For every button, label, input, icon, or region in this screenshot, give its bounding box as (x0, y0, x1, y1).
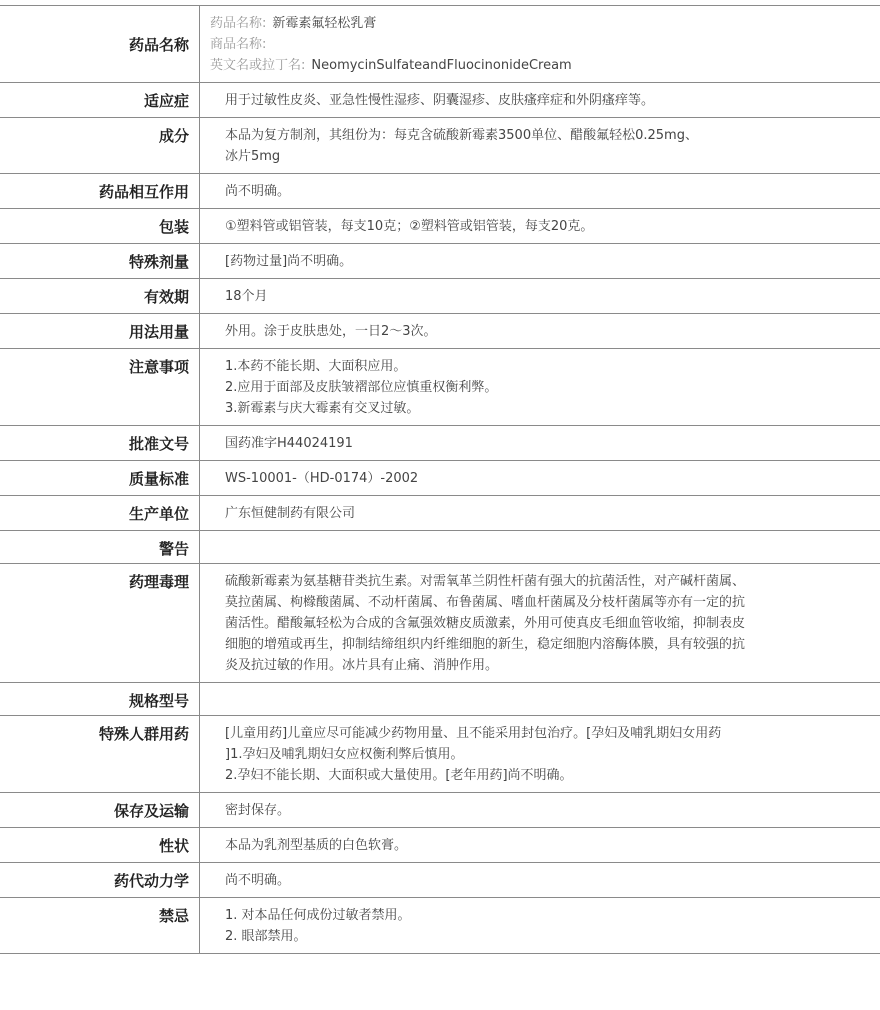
value-line: WS-10001-（HD-0174）-2002 (225, 471, 419, 486)
value-line: 莫拉菌属、枸橼酸菌属、不动杆菌属、布鲁菌属、嗜血杆菌属及分枝杆菌属等亦有一定的抗 (225, 595, 746, 610)
value-line: 炎及抗过敏的作用。冰片具有止痛、消肿作用。 (225, 658, 499, 673)
generic-name-line (210, 13, 800, 34)
row-value (200, 209, 880, 243)
table-row (0, 279, 880, 314)
row-label: 禁忌 (0, 898, 200, 953)
value-line: 2.应用于面部及皮肤皱褶部位应慎重权衡利弊。 (225, 380, 498, 395)
value-line: 1. 对本品任何成份过敏者禁用。 (225, 908, 411, 923)
row-value (200, 349, 880, 425)
row-value (200, 898, 880, 953)
english-name-line (210, 55, 800, 76)
row-value (200, 863, 880, 897)
row-value (200, 716, 880, 792)
row-value (200, 564, 880, 682)
value-line: 2. 眼部禁用。 (225, 929, 307, 944)
value-line: 国药准字H44024191 (225, 436, 353, 451)
english-name: NeomycinSulfateandFluocinonideCream (311, 58, 572, 73)
row-label: 生产单位 (0, 496, 200, 530)
row-value (200, 531, 880, 563)
row-value (200, 244, 880, 278)
table-row (0, 496, 880, 531)
table-row (0, 244, 880, 279)
value-line: 1.本药不能长期、大面积应用。 (225, 359, 407, 374)
row-label: 用法用量 (0, 314, 200, 348)
row-value (200, 279, 880, 313)
trade-name-label: 商品名称: (210, 37, 267, 52)
row-value (200, 793, 880, 827)
table-row (0, 118, 880, 174)
value-line: 广东恒健制药有限公司 (225, 506, 356, 521)
value-line: 硫酸新霉素为氨基糖苷类抗生素。对需氧革兰阴性杆菌有强大的抗菌活性，对产碱杆菌属、 (225, 574, 746, 589)
table-row-drug-name (0, 6, 880, 83)
row-label: 成分 (0, 118, 200, 173)
row-label: 批准文号 (0, 426, 200, 460)
row-label: 有效期 (0, 279, 200, 313)
table-row (0, 683, 880, 716)
row-label: 药代动力学 (0, 863, 200, 897)
value-line: 2.孕妇不能长期、大面积或大量使用。[老年用药]尚不明确。 (225, 768, 573, 783)
drug-info-table (0, 5, 880, 954)
row-label: 药理毒理 (0, 564, 200, 682)
table-row (0, 828, 880, 863)
table-row (0, 531, 880, 564)
row-label: 包装 (0, 209, 200, 243)
row-value (200, 461, 880, 495)
value-line: 本品为乳剂型基质的白色软膏。 (225, 838, 408, 853)
table-row (0, 174, 880, 209)
value-line: 尚不明确。 (225, 873, 291, 888)
english-name-label: 英文名或拉丁名: (210, 58, 306, 73)
row-value (200, 314, 880, 348)
table-body (0, 83, 880, 954)
value-line: ]1.孕妇及哺乳期妇女应权衡利弊后慎用。 (225, 747, 464, 762)
row-value (200, 118, 880, 173)
value-line: [药物过量]尚不明确。 (225, 254, 353, 269)
value-line: ①塑料管或铝管装，每支10克；②塑料管或铝管装，每支20克。 (225, 219, 594, 234)
table-row (0, 564, 880, 683)
value-line: 冰片5mg (225, 149, 281, 164)
generic-name: 新霉素氟轻松乳膏 (272, 16, 377, 31)
row-label: 特殊人群用药 (0, 716, 200, 792)
value-line: 18个月 (225, 289, 268, 304)
table-row (0, 716, 880, 793)
table-row (0, 349, 880, 426)
value-line: [儿童用药]儿童应尽可能减少药物用量、且不能采用封包治疗。[孕妇及哺乳期妇女用药 (225, 726, 722, 741)
row-value (200, 828, 880, 862)
table-row (0, 793, 880, 828)
generic-name-label: 药品名称: (210, 16, 267, 31)
row-value (200, 6, 880, 82)
value-line: 外用。涂于皮肤患处，一日2～3次。 (225, 324, 437, 339)
value-line: 尚不明确。 (225, 184, 291, 199)
value-line: 3.新霉素与庆大霉素有交叉过敏。 (225, 401, 420, 416)
row-value (200, 83, 880, 117)
table-row (0, 314, 880, 349)
row-label: 适应症 (0, 83, 200, 117)
value-line: 密封保存。 (225, 803, 291, 818)
row-value (200, 426, 880, 460)
row-label: 规格型号 (0, 683, 200, 715)
trade-name-line (210, 34, 800, 55)
value-line: 细胞的增殖或再生，抑制结缔组织内纤维细胞的新生，稳定细胞内溶酶体膜，具有较强的抗 (225, 637, 746, 652)
table-row (0, 461, 880, 496)
table-row (0, 83, 880, 118)
row-label: 药品名称 (0, 6, 200, 82)
row-label: 特殊剂量 (0, 244, 200, 278)
row-label: 保存及运输 (0, 793, 200, 827)
row-label: 药品相互作用 (0, 174, 200, 208)
value-line: 用于过敏性皮炎、亚急性慢性湿疹、阴囊湿疹、皮肤瘙痒症和外阴瘙痒等。 (225, 93, 655, 108)
value-line: 菌活性。醋酸氟轻松为合成的含氟强效糖皮质激素，外用可使真皮毛细血管收缩，抑制表皮 (225, 616, 746, 631)
table-row (0, 209, 880, 244)
table-row (0, 863, 880, 898)
value-line: 本品为复方制剂，其组份为：每克含硫酸新霉素3500单位、醋酸氟轻松0.25mg、 (225, 128, 698, 143)
row-value (200, 174, 880, 208)
row-value (200, 496, 880, 530)
row-label: 注意事项 (0, 349, 200, 425)
row-label: 警告 (0, 531, 200, 563)
table-row (0, 426, 880, 461)
row-label: 质量标准 (0, 461, 200, 495)
table-row (0, 898, 880, 954)
row-value (200, 683, 880, 715)
row-label: 性状 (0, 828, 200, 862)
